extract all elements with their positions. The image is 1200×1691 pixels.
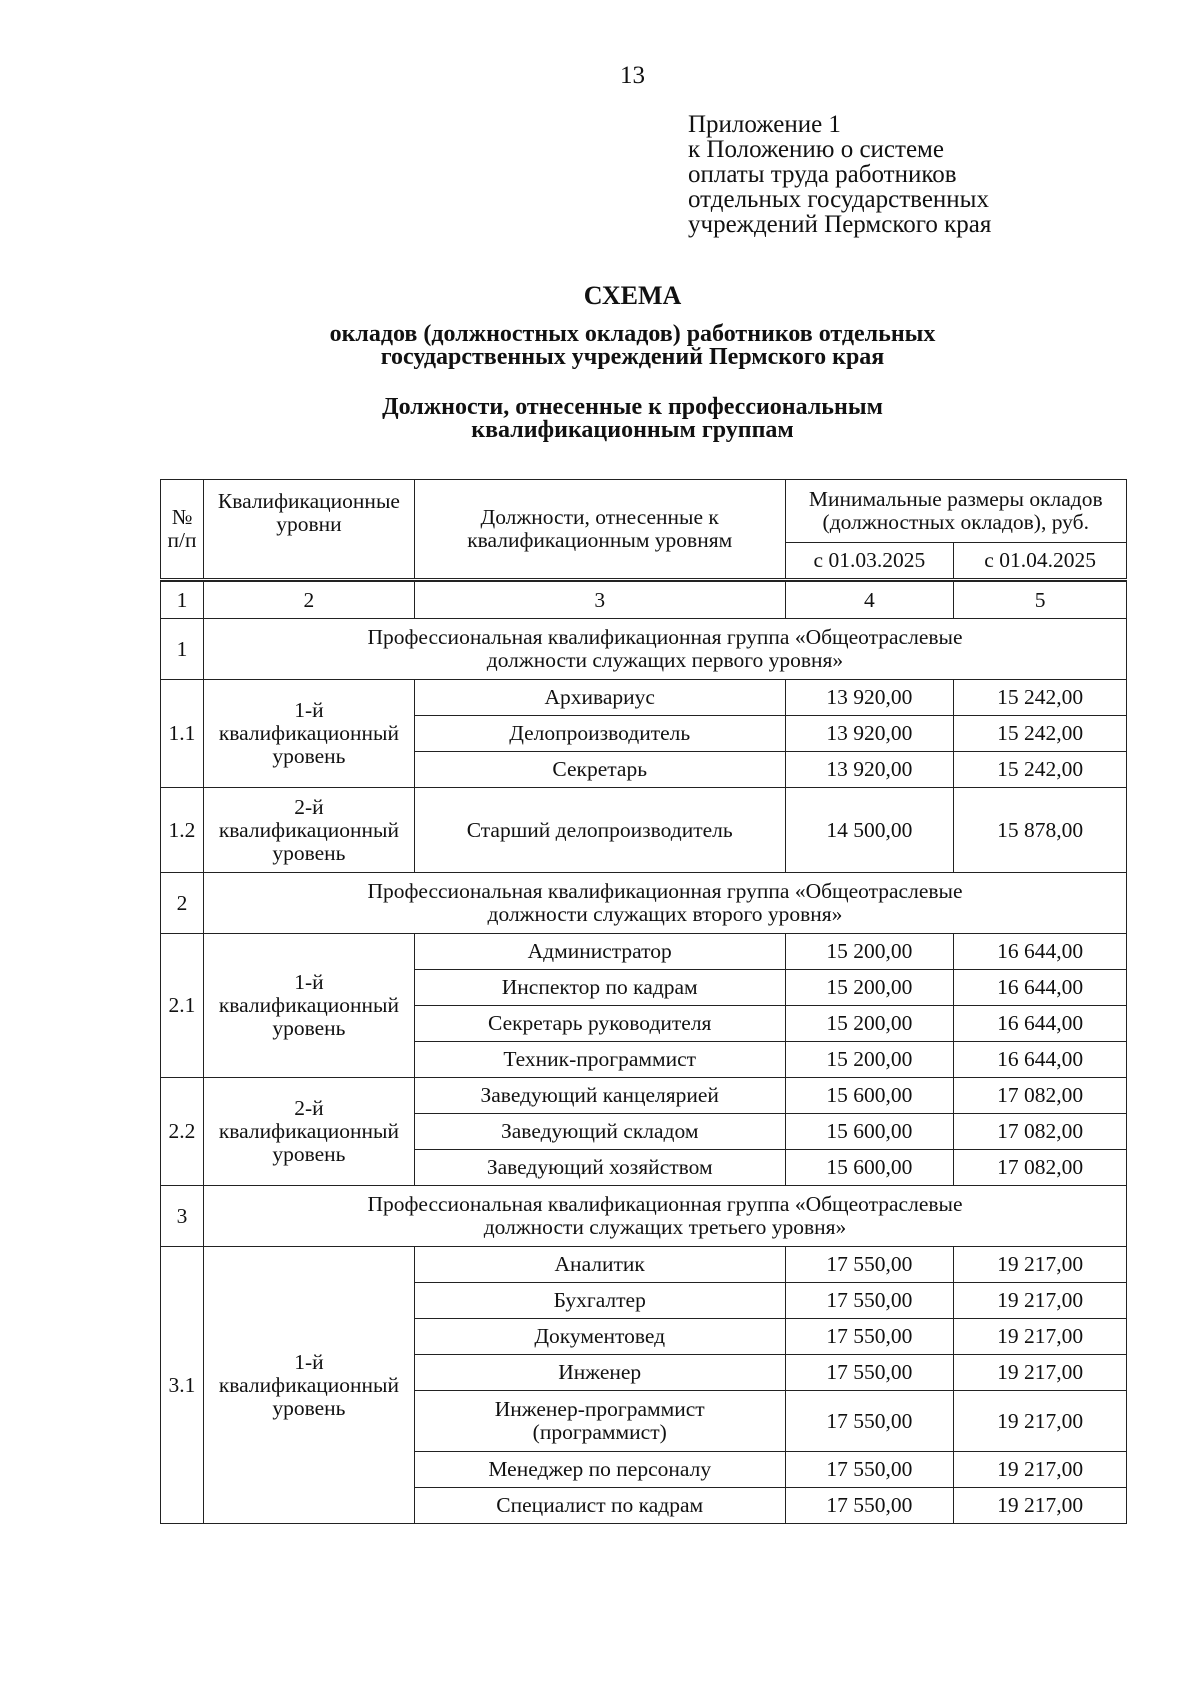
position-name: Архивариус: [414, 680, 785, 716]
document-subtitle-line: государственных учреждений Пермского края: [380, 344, 885, 370]
salary-from-2025-03-01: 17 550,00: [785, 1452, 954, 1488]
section-title-line: квалификационным группам: [471, 417, 794, 443]
salary-from-2025-04-01: 15 242,00: [954, 752, 1127, 788]
position-name: Старший делопроизводитель: [414, 788, 785, 873]
level-name: 1-й квалификационный уровень: [203, 1247, 414, 1524]
header-level: Квалификационные уровни: [203, 480, 414, 580]
position-name: Заведующий хозяйством: [414, 1150, 785, 1186]
salary-from-2025-03-01: 15 200,00: [785, 1042, 954, 1078]
appendix-line: учреждений Пермского края: [688, 211, 992, 238]
position-name: Делопроизводитель: [414, 716, 785, 752]
salary-from-2025-03-01: 13 920,00: [785, 680, 954, 716]
table-row: [161, 1078, 1127, 1114]
salary-from-2025-04-01: 17 082,00: [954, 1150, 1127, 1186]
position-name: Техник-программист: [414, 1042, 785, 1078]
group-row: [161, 619, 1127, 680]
document-subtitle-line: окладов (должностных окладов) работников отдельных: [329, 321, 936, 347]
salary-from-2025-04-01: 19 217,00: [954, 1319, 1127, 1355]
salary-from-2025-03-01: 17 550,00: [785, 1488, 954, 1524]
salary-from-2025-03-01: 15 200,00: [785, 970, 954, 1006]
appendix-note: [688, 112, 991, 237]
salary-from-2025-03-01: 15 200,00: [785, 1006, 954, 1042]
column-number: 2: [203, 582, 414, 619]
level-name: 1-й квалификационный уровень: [203, 680, 414, 788]
group-number: 1: [161, 619, 204, 680]
header-positions: Должности, отнесенные к квалификационным уровням: [414, 480, 785, 580]
position-name: Документовед: [414, 1319, 785, 1355]
position-name: Инженер: [414, 1355, 785, 1391]
salary-from-2025-04-01: 15 242,00: [954, 716, 1127, 752]
group-title: Профессиональная квалификационная группа «Общеотраслевые должности служащих третьего уровня»: [203, 1186, 1126, 1247]
level-number: 1.1: [161, 680, 204, 788]
table-row: [161, 1247, 1127, 1283]
position-name: Заведующий канцелярией: [414, 1078, 785, 1114]
header-date-1: с 01.03.2025: [785, 543, 954, 580]
column-number: 4: [785, 582, 954, 619]
level-number: 1.2: [161, 788, 204, 873]
appendix-line: к Положению о системе: [688, 136, 944, 163]
level-name: 2-й квалификационный уровень: [203, 788, 414, 873]
table-row: [161, 680, 1127, 716]
salary-from-2025-04-01: 16 644,00: [954, 970, 1127, 1006]
salary-from-2025-03-01: 15 600,00: [785, 1114, 954, 1150]
salary-from-2025-04-01: 19 217,00: [954, 1283, 1127, 1319]
salary-from-2025-03-01: 15 600,00: [785, 1078, 954, 1114]
position-name: Секретарь: [414, 752, 785, 788]
salary-from-2025-04-01: 19 217,00: [954, 1391, 1127, 1452]
appendix-line: оплаты труда работников: [688, 161, 957, 188]
level-number: 2.2: [161, 1078, 204, 1186]
salary-from-2025-04-01: 19 217,00: [954, 1247, 1127, 1283]
position-name: Заведующий складом: [414, 1114, 785, 1150]
table-row: [161, 788, 1127, 873]
position-name: Инспектор по кадрам: [414, 970, 785, 1006]
table-row: [161, 934, 1127, 970]
group-row: [161, 873, 1127, 934]
header-date-2: с 01.04.2025: [954, 543, 1127, 580]
position-name: Специалист по кадрам: [414, 1488, 785, 1524]
salary-from-2025-04-01: 17 082,00: [954, 1114, 1127, 1150]
salary-table: [160, 479, 1127, 1524]
salary-from-2025-03-01: 17 550,00: [785, 1355, 954, 1391]
salary-from-2025-04-01: 19 217,00: [954, 1488, 1127, 1524]
salary-from-2025-04-01: 19 217,00: [954, 1355, 1127, 1391]
appendix-line: отдельных государственных: [688, 186, 989, 213]
position-name: Аналитик: [414, 1247, 785, 1283]
salary-from-2025-04-01: 19 217,00: [954, 1452, 1127, 1488]
salary-from-2025-04-01: 16 644,00: [954, 1006, 1127, 1042]
salary-from-2025-03-01: 15 600,00: [785, 1150, 954, 1186]
salary-from-2025-04-01: 15 878,00: [954, 788, 1127, 873]
salary-from-2025-03-01: 17 550,00: [785, 1391, 954, 1452]
header-num: № п/п: [161, 480, 204, 580]
salary-from-2025-03-01: 17 550,00: [785, 1247, 954, 1283]
salary-from-2025-03-01: 13 920,00: [785, 716, 954, 752]
group-row: [161, 1186, 1127, 1247]
salary-from-2025-03-01: 13 920,00: [785, 752, 954, 788]
column-number: 3: [414, 582, 785, 619]
position-name: Администратор: [414, 934, 785, 970]
position-name: Менеджер по персоналу: [414, 1452, 785, 1488]
header-salaries: Минимальные размеры окладов (должностных окладов), руб.: [785, 480, 1126, 543]
document-title: СХЕМА: [583, 281, 682, 310]
salary-from-2025-04-01: 16 644,00: [954, 934, 1127, 970]
level-number: 3.1: [161, 1247, 204, 1524]
position-name: Секретарь руководителя: [414, 1006, 785, 1042]
position-name: Инженер-программист (программист): [414, 1391, 785, 1452]
section-title-line: Должности, отнесенные к профессиональным: [382, 394, 883, 420]
salary-from-2025-03-01: 17 550,00: [785, 1319, 954, 1355]
appendix-line: Приложение 1: [688, 111, 841, 138]
salary-from-2025-04-01: 15 242,00: [954, 680, 1127, 716]
group-number: 3: [161, 1186, 204, 1247]
salary-from-2025-03-01: 17 550,00: [785, 1283, 954, 1319]
group-title: Профессиональная квалификационная группа «Общеотраслевые должности служащих первого уровня»: [203, 619, 1126, 680]
group-title: Профессиональная квалификационная группа «Общеотраслевые должности служащих второго уровня»: [203, 873, 1126, 934]
salary-from-2025-04-01: 16 644,00: [954, 1042, 1127, 1078]
position-name: Бухгалтер: [414, 1283, 785, 1319]
column-number: 1: [161, 582, 204, 619]
level-number: 2.1: [161, 934, 204, 1078]
column-number: 5: [954, 582, 1127, 619]
salary-from-2025-04-01: 17 082,00: [954, 1078, 1127, 1114]
salary-from-2025-03-01: 15 200,00: [785, 934, 954, 970]
salary-from-2025-03-01: 14 500,00: [785, 788, 954, 873]
page-number: 13: [620, 62, 645, 89]
level-name: 2-й квалификационный уровень: [203, 1078, 414, 1186]
group-number: 2: [161, 873, 204, 934]
level-name: 1-й квалификационный уровень: [203, 934, 414, 1078]
